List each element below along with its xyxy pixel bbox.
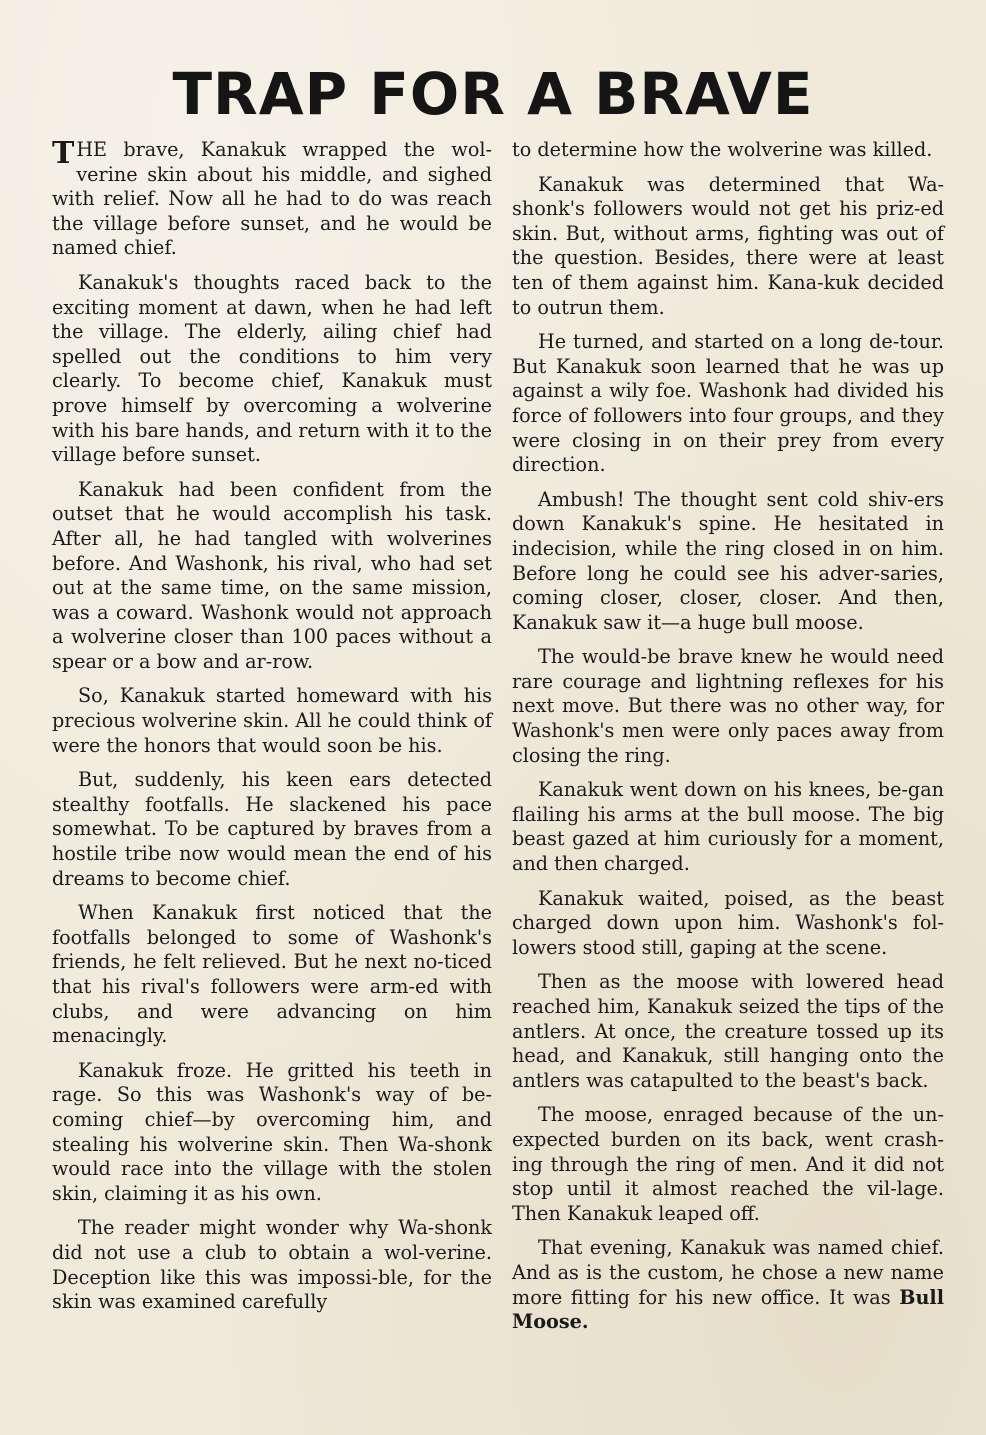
paragraph: Ambush! The thought sent cold shiv-ers down Kanakuk's spine. He hesitated in indecision, while the ring closed in on him. Before long he could see his adver-saries, coming closer, closer, closer. And then, Kanakuk saw it—a huge bull moose.: [512, 487, 944, 634]
paragraph: to determine how the wolverine was killed.: [512, 138, 933, 161]
paragraph: Then as the moose with lowered head reached him, Kanakuk seized the tips of the antlers. At once, the creature tossed up its head, and Kanakuk, still hanging onto the antlers was catapulted to the beast's back.: [512, 970, 944, 1092]
drop-cap: T: [52, 136, 75, 171]
paragraph-text: That evening, Kanakuk was named chief. And as is the custom, he chose a new name more fitting for his new office. It was: [512, 1236, 944, 1309]
paragraph-text: brave, Kanakuk wrapped the wol-verine skin about his middle, and sighed with relief. Now all he had to do was reach the village before sunset, and he would be named chief.: [52, 138, 492, 260]
paragraph: [52, 138, 492, 261]
paragraph: But, suddenly, his keen ears detected stealthy footfalls. He slackened his pace somewhat. To be captured by braves from a hostile tribe now would mean the end of his dreams to become chief.: [52, 768, 492, 890]
story-title: TRAP FOR A BRAVE: [172, 60, 814, 128]
paragraph: Kanakuk waited, poised, as the beast charged down upon him. Washonk's fol-lowers stood still, gaping at the scene.: [512, 886, 944, 959]
lead-in: HE: [76, 138, 108, 161]
paragraph: Kanakuk was determined that Wa-shonk's followers would not get his priz-ed skin. But, without arms, fighting was out of the question. Besides, there were at least ten of them against him. Kana-kuk decided to outrun them.: [512, 172, 944, 319]
left-column: [52, 138, 492, 1325]
paragraph: Kanakuk had been confident from the outset that he would accomplish his task. After all, he had tangled with wolverines before. And Washonk, his rival, who had set out at the same time, on the same mission, was a coward. Washonk would not approach a wolverine closer than 100 paces without a spear or a bow and ar-row.: [52, 477, 492, 673]
paragraph: The moose, enraged because of the un-expected burden on its back, went crash-ing through the ring of men. And it did not stop until it almost reached the vil-lage. Then Kanakuk leaped off.: [512, 1103, 944, 1225]
paragraph: The reader might wonder why Wa-shonk did not use a club to obtain a wol-verine. Deception like this was impossi-ble, for the skin was examined carefully: [52, 1216, 492, 1314]
paragraph: Kanakuk's thoughts raced back to the exciting moment at dawn, when he had left the village. The elderly, ailing chief had spelled out the conditions to him very clearly. To become chief, Kanakuk must prove himself by overcoming a wolverine with his bare hands, and return with it to the village before sunset.: [52, 270, 492, 467]
paragraph: Kanakuk froze. He gritted his teeth in rage. So this was Washonk's way of be-coming chief—by overcoming him, and stealing his wolverine skin. Then Wa-shonk would race into the village with the stolen skin, claiming it as his own.: [52, 1058, 492, 1205]
paragraph: When Kanakuk first noticed that the footfalls belonged to some of Washonk's friends, he felt relieved. But he next no-ticed that his rival's followers were arm-ed with clubs, and were advancing on him menacingly.: [52, 901, 492, 1048]
paragraph: The would-be brave knew he would need rare courage and lightning reflexes for his next move. But there was no other way, for Washonk's men were only paces away from closing the ring.: [512, 645, 944, 767]
paragraph: [512, 1236, 944, 1334]
new-chief-name: Bull Moose.: [512, 1285, 944, 1334]
paragraph: So, Kanakuk started homeward with his precious wolverine skin. All he could think of were the honors that would soon be his.: [52, 684, 492, 757]
paragraph: He turned, and started on a long de-tour. But Kanakuk soon learned that he was up against a wily foe. Washonk had divided his force of followers into four groups, and they were closing in on their prey from every direction.: [512, 330, 944, 477]
right-column: [512, 138, 944, 1345]
paragraph: Kanakuk went down on his knees, be-gan flailing his arms at the bull moose. The big beast gazed at him curiously for a moment, and then charged.: [512, 778, 944, 876]
